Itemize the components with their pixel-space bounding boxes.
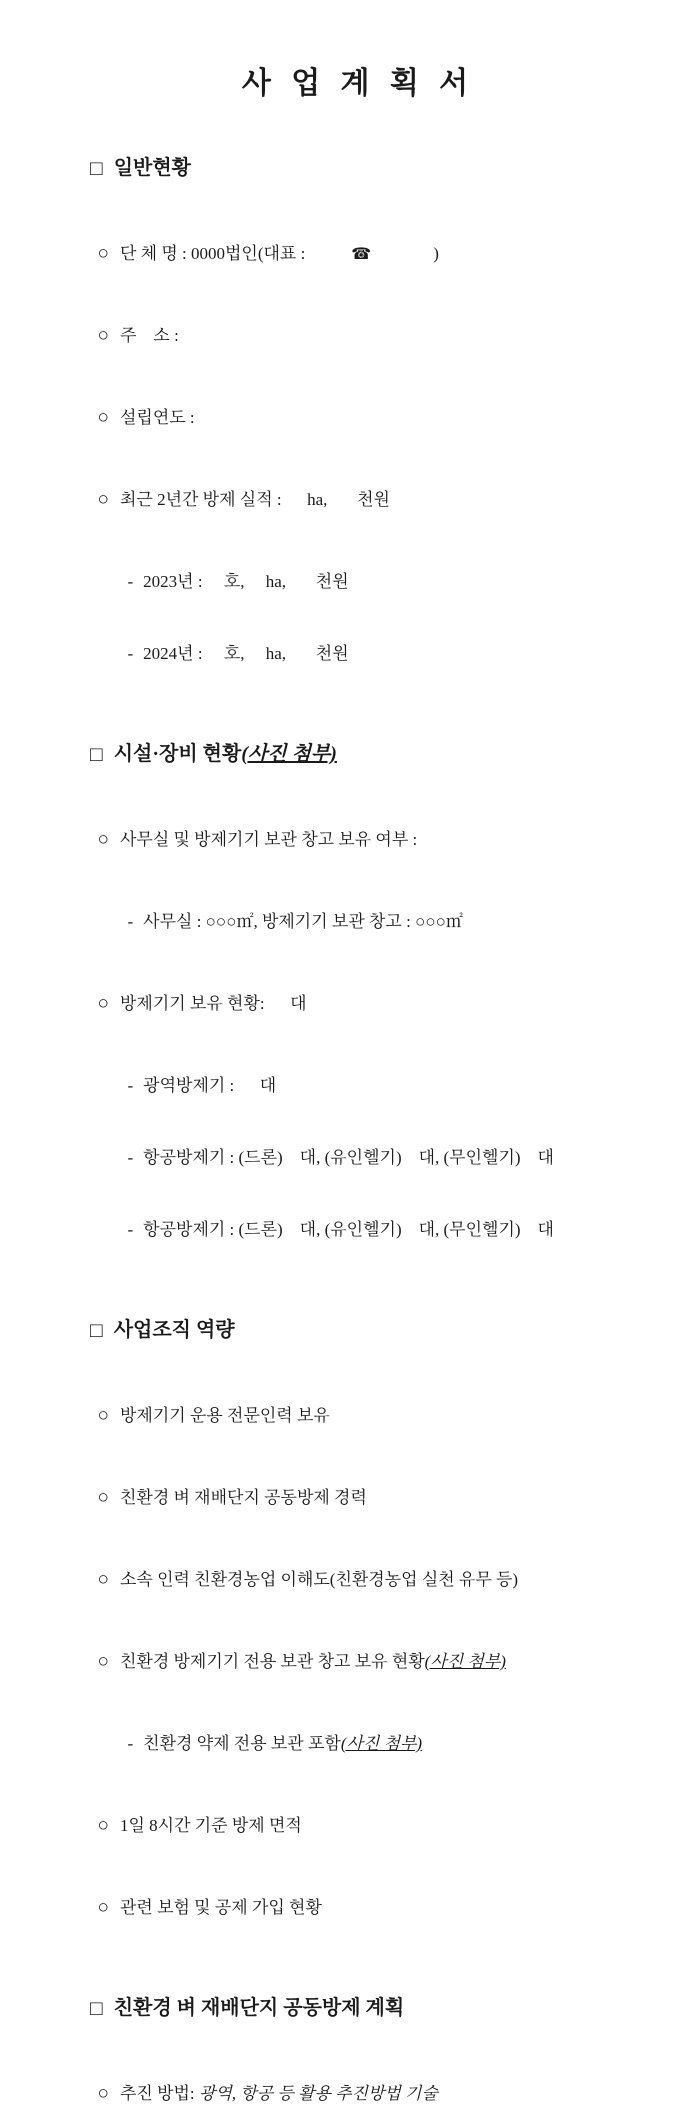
circle-bullet-icon: ○ (97, 489, 109, 510)
circle-bullet-icon: ○ (97, 829, 109, 850)
method-description: 광역, 항공 등 활용 추진방법 기술 (198, 2084, 438, 2103)
circle-bullet-icon: ○ (97, 1487, 109, 1508)
page-title: 사 업 계 획 서 (241, 67, 475, 100)
section-heading-label: 친환경 벼 재배단지 공동방제 계획 (113, 1997, 405, 2019)
founding-year-line (60, 383, 656, 452)
section-heading-general (60, 128, 656, 203)
photo-attach-note: (사진 첨부) (241, 743, 337, 765)
square-bullet-icon: □ (90, 742, 103, 766)
eco-storage-label: 친환경 방제기기 전용 보관 창고 보유 현황 (119, 1652, 425, 1671)
address-line (60, 301, 656, 370)
dash-bullet-icon: - (127, 572, 134, 591)
section-heading-label: 시설·장비 현황 (113, 743, 242, 765)
office-warehouse-line (60, 805, 656, 874)
circle-bullet-icon: ○ (97, 1897, 109, 1918)
telephone-icon: ☎ (351, 244, 372, 263)
year-2024-line (102, 619, 656, 688)
office-area-label: 사무실 : ○○○㎡, 방제기기 보관 창고 : ○○○㎡ (143, 912, 463, 931)
eco-understanding-label: 소속 인력 친환경농업 이해도(친환경농업 실천 유무 등) (119, 1570, 519, 1589)
circle-bullet-icon: ○ (97, 1651, 109, 1672)
photo-attach-note: (사진 첨부) (340, 1734, 423, 1753)
equipment-holdings-label: 방제기기 보유 현황: 대 (119, 994, 307, 1013)
dash-bullet-icon: - (127, 912, 134, 931)
eco-understanding-line (60, 1545, 656, 1614)
aerial-sprayer-line-2 (102, 1195, 656, 1264)
address-label: 주 소 : (119, 326, 179, 345)
eco-storage-line (60, 1627, 656, 1696)
section-general-status (60, 128, 656, 688)
eco-pesticide-storage-label: 친환경 약제 전용 보관 포함 (143, 1734, 341, 1753)
founding-year-label: 설립연도 : (119, 408, 195, 427)
office-area-line (102, 887, 656, 956)
circle-bullet-icon: ○ (97, 1405, 109, 1426)
operator-personnel-label: 방제기기 운용 전문인력 보유 (119, 1406, 330, 1425)
section-facility-equipment (60, 714, 656, 1264)
circle-bullet-icon: ○ (97, 243, 109, 264)
section-heading-capability (60, 1290, 656, 1365)
square-bullet-icon: □ (90, 1996, 103, 2020)
dash-bullet-icon: - (127, 1734, 134, 1753)
insurance-line (60, 1873, 656, 1942)
square-bullet-icon: □ (90, 156, 103, 180)
section-heading-label: 일반현황 (113, 157, 191, 179)
section-joint-control-plan (60, 1968, 656, 2128)
section-heading-label: 사업조직 역량 (113, 1319, 235, 1341)
dash-bullet-icon: - (127, 1076, 134, 1095)
insurance-label: 관련 보험 및 공제 가입 현황 (119, 1898, 322, 1917)
method-line (60, 2059, 656, 2128)
eco-rice-experience-line (60, 1463, 656, 1532)
year-2024-label: 2024년 : 호, ha, 천원 (143, 644, 349, 663)
aerial-sprayer-label-2: 항공방제기 : (드론) 대, (유인헬기) 대, (무인헬기) 대 (143, 1220, 554, 1239)
org-name-label: 단 체 명 : 0000법인(대표 : (119, 244, 306, 263)
eco-rice-experience-label: 친환경 벼 재배단지 공동방제 경력 (119, 1488, 367, 1507)
section-heading-plan (60, 1968, 656, 2043)
recent-performance-line (60, 465, 656, 534)
org-name-line (60, 219, 656, 288)
aerial-sprayer-line-1 (102, 1123, 656, 1192)
daily-area-line (60, 1791, 656, 1860)
dash-bullet-icon: - (127, 1148, 134, 1167)
eco-pesticide-storage-line (102, 1709, 656, 1778)
office-warehouse-label: 사무실 및 방제기기 보관 창고 보유 여부 : (119, 830, 418, 849)
year-2023-line (102, 547, 656, 616)
circle-bullet-icon: ○ (97, 993, 109, 1014)
section-heading-facility (60, 714, 656, 789)
method-label: 추진 방법: (119, 2084, 199, 2103)
square-bullet-icon: □ (90, 1318, 103, 1342)
wide-area-sprayer-label: 광역방제기 : 대 (143, 1076, 277, 1095)
recent-performance-label: 최근 2년간 방제 실적 : ha, 천원 (119, 490, 390, 509)
wide-area-sprayer-line (102, 1051, 656, 1120)
daily-area-label: 1일 8시간 기준 방제 면적 (119, 1816, 302, 1835)
photo-attach-note: (사진 첨부) (424, 1652, 506, 1671)
circle-bullet-icon: ○ (97, 1569, 109, 1590)
circle-bullet-icon: ○ (97, 407, 109, 428)
year-2023-label: 2023년 : 호, ha, 천원 (143, 572, 349, 591)
org-name-close-paren: ) (433, 244, 439, 263)
circle-bullet-icon: ○ (97, 325, 109, 346)
circle-bullet-icon: ○ (97, 2083, 109, 2104)
equipment-holdings-line (60, 969, 656, 1038)
dash-bullet-icon: - (127, 1220, 134, 1239)
operator-personnel-line (60, 1381, 656, 1450)
section-org-capability (60, 1290, 656, 1942)
dash-bullet-icon: - (127, 644, 134, 663)
aerial-sprayer-label-1: 항공방제기 : (드론) 대, (유인헬기) 대, (무인헬기) 대 (143, 1148, 554, 1167)
circle-bullet-icon: ○ (97, 1815, 109, 1836)
